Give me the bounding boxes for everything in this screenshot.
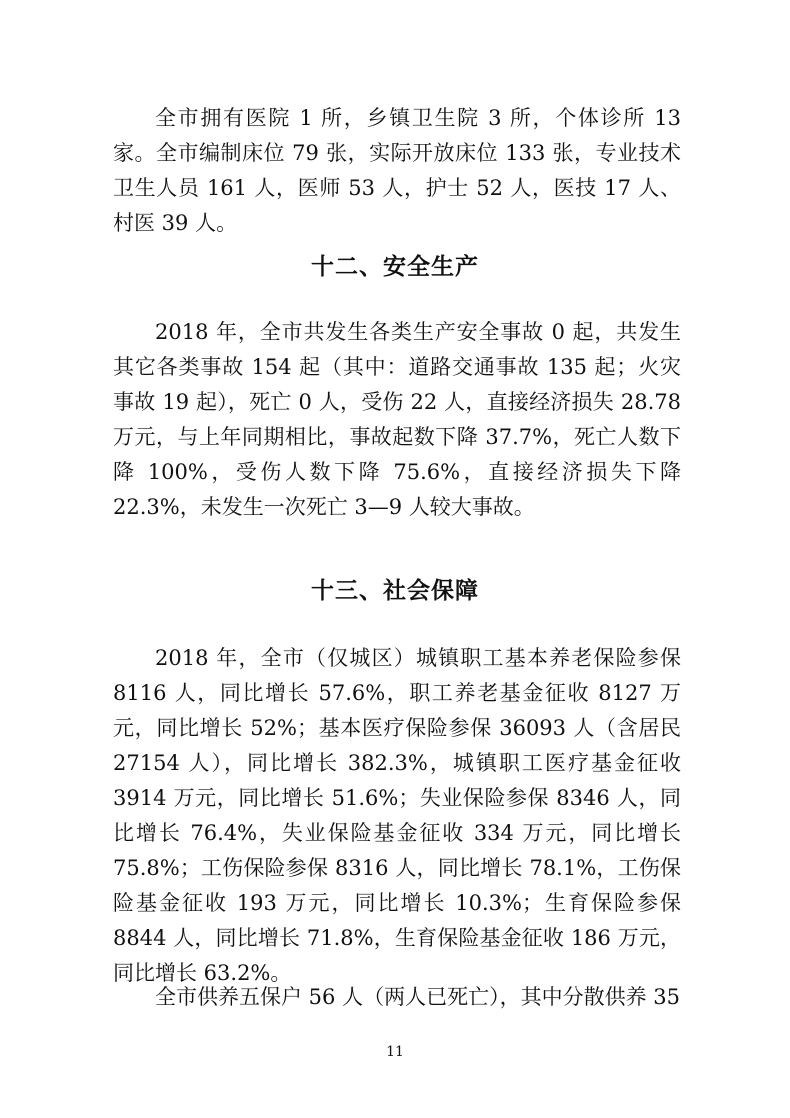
- paragraph-medical-facilities: 全市拥有医院 1 所，乡镇卫生院 3 所，个体诊所 13 家。全市编制床位 79 张，实际开放床位 133 张，专业技术卫生人员 161 人，医师 53 人，护士 52 人，医技 17 人、村医 39 人。: [113, 106, 681, 235]
- section-heading-social-security: 十三、社会保障: [311, 578, 479, 604]
- section-heading-safety-production: 十二、安全生产: [311, 254, 479, 280]
- paragraph-social-insurance: 2018 年，全市（仅城区）城镇职工基本养老保险参保 8116 人，同比增长 57.6%，职工养老基金征收 8127 万元，同比增长 52%；基本医疗保险参保 36093 人（含居民 27154 人），同比增长 382.3%，城镇职工医疗基金征收 3914 万元，同比增长 51.6%；失业保险参保 8346 人，同比增长 76.4%，失业保险基金征收 334 万元，同比增长 75.8%；工伤保险参保 8316 人，同比增长 78.1%，工伤保险基金征收 193 万元，同比增长 10.3%；生育保险参保 8844 人，同比增长 71.8%，生育保险基金征收 186 万元，同比增长 63.2%。: [113, 646, 681, 985]
- page-number: 11: [386, 1044, 404, 1060]
- paragraph-five-guarantee-households: 全市供养五保户 56 人（两人已死亡），其中分散供养 35: [155, 985, 680, 1009]
- paragraph-safety-production: 2018 年，全市共发生各类生产安全事故 0 起，共发生其它各类事故 154 起（其中：道路交通事故 135 起；火灾事故 19 起），死亡 0 人，受伤 22 人，直接经济损失 28.78 万元，与上年同期相比，事故起数下降 37.7%，死亡人数下降 100%，受伤人数下降 75.6%，直接经济损失下降 22.3%，未发生一次死亡 3—9 人较大事故。: [113, 320, 681, 519]
